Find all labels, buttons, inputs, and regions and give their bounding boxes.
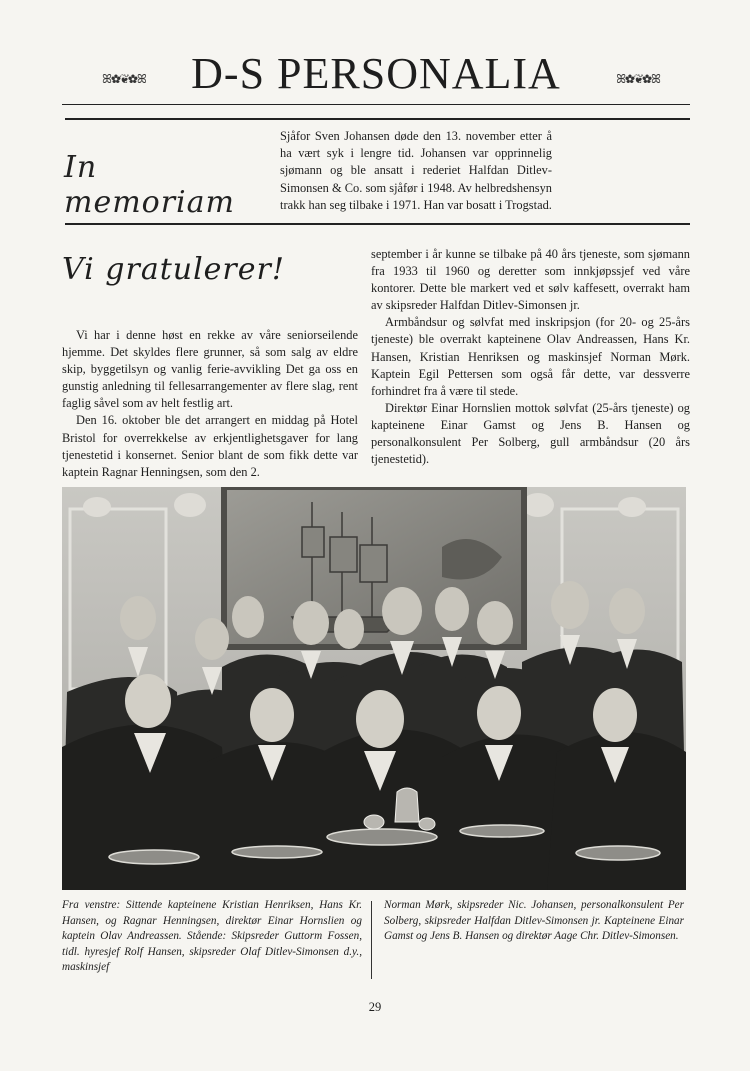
ornament-left: ꕤ✿❦✿ꕤ [102, 72, 146, 86]
paragraph: Vi har i denne høst en rekke av våre seniorseilende hjemme. Det skyldes flere grunner, så som salg av eldre skip, byggetilsyn og vanlig ferie-avvikling Det ga oss en gunstig anledning til fellesarrangementer av flere slag, rent faglig såvel som av helt festlig art. [62, 328, 358, 411]
memoriam-text: Sjåfor Sven Johansen døde den 13. november etter å ha vært syk i lengre tid. Johansen var opprinnelig sjømann og ble ansatt i rederiet Halfdan Ditlev-Simonsen & Co. som sjåfør i 1948. Av helbredshensyn trakk han seg tilbake i 1971. Han var bosatt i Trogstad. [280, 129, 552, 212]
paragraph: Den 16. oktober ble det arrangert en middag på Hotel Bristol for overrekkelse av erkjentlighetsgaver for lang tjenestetid i konsernet. Senior blant de som fikk dette var kaptein Ragnar Henningsen, som den 2. [62, 413, 358, 479]
column-right [371, 246, 690, 468]
page-title: D-S PERSONALIA [191, 49, 561, 98]
photo-caption-right: Norman Mørk, skipsreder Nic. Johansen, personalkonsulent Per Solberg, skipsreder Halfdan Ditlev-Simonsen jr. Kapteinene Einar Gamst og Jens B. Hansen og direktør Aage Chr. Ditlev-Simonsen. [384, 899, 684, 943]
group-photo-illustration [62, 487, 686, 890]
divider-top [65, 118, 690, 120]
photo-caption-left: Fra venstre: Sittende kapteinene Kristian Henriksen, Hans Kr. Hansen, og Ragnar Henningsen, direktør Einar Hornslien og kaptein Olav Andreassen. Stående: Skipsreder Guttorm Fossen, tidl. hyresjef Rolf Hansen, skipsreder Olaf Ditlev-Simonsen d.y., maskinsjef [62, 899, 362, 974]
page-number: 29 [368, 1000, 382, 1014]
page-header [62, 38, 690, 108]
ornament-right: ꕤ✿❦✿ꕤ [616, 72, 660, 86]
header-rule [62, 104, 690, 106]
gratulerer-heading: Vi gratulerer! [62, 252, 285, 287]
paragraph-continuation: september i år kunne se tilbake på 40 års tjeneste, som sjømann fra 1933 til 1960 og deretter som innkjøpssjef ved våre kontorer. Dette ble markert ved et sølv kaffesett, overrakt ham av skipsreder Halfdan Ditlev-Simonsen jr. [371, 247, 690, 313]
group-photo [62, 487, 686, 890]
column-left [62, 327, 358, 481]
divider-memoriam [65, 223, 690, 225]
paragraph: Armbåndsur og sølvfat med inskripsjon (for 20- og 25-års tjeneste) ble overrakt kapteinene Olav Andreassen, Hans Kr. Hansen, Kristian Henriksen og maskinsjef Norman Mørk. Kaptein Egil Pettersen som også får dette, var dessverre forhindret fra å være til stede. [371, 315, 690, 398]
memoriam-heading: In memoriam [64, 150, 235, 220]
paragraph: Direktør Einar Hornslien mottok sølvfat (25-års tjeneste) og kapteinene Einar Gamst og Jens B. Hansen og personalkonsulent Per Solberg, gull armbåndsur (20 års tjenestetid). [371, 400, 690, 467]
caption-divider [371, 901, 372, 979]
